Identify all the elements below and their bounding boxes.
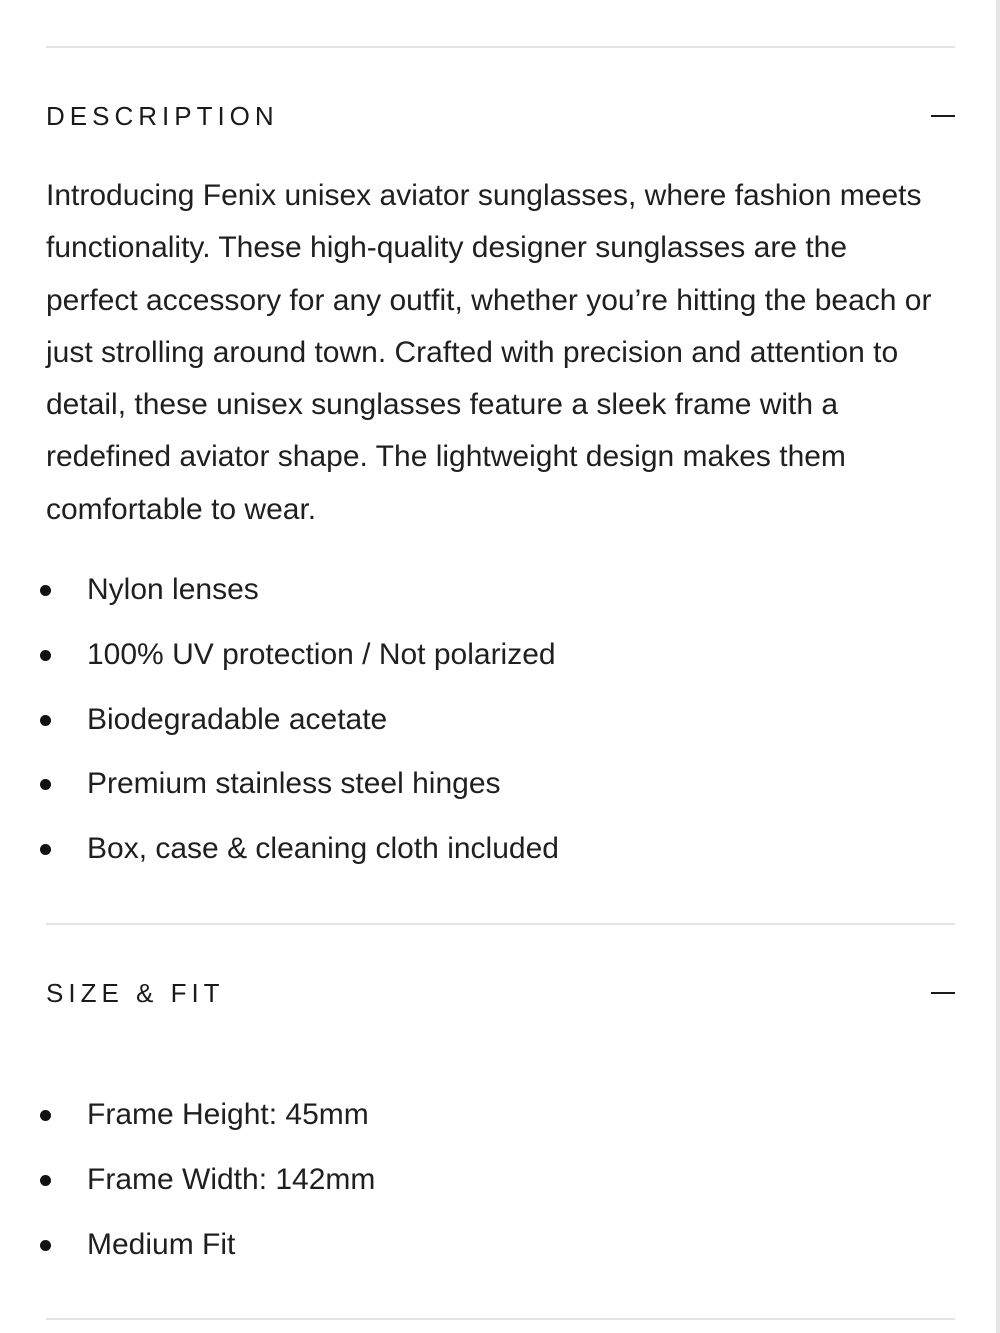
list-item: Premium stainless steel hinges bbox=[46, 764, 955, 829]
size-fit-title: SIZE & FIT bbox=[46, 977, 225, 1008]
list-item: Frame Width: 142mm bbox=[46, 1160, 955, 1225]
product-details-accordion bbox=[46, 0, 955, 1320]
list-item: Biodegradable acetate bbox=[46, 700, 955, 765]
list-item: Nylon lenses bbox=[46, 570, 955, 635]
bullet-icon bbox=[40, 650, 51, 661]
list-item: 100% UV protection / Not polarized bbox=[46, 635, 955, 700]
bullet-icon bbox=[40, 1175, 51, 1186]
bullet-icon bbox=[40, 1240, 51, 1251]
bullet-icon bbox=[40, 715, 51, 726]
list-item: Box, case & cleaning cloth included bbox=[46, 829, 955, 894]
size-fit-list bbox=[46, 1095, 955, 1289]
bullet-icon bbox=[40, 585, 51, 596]
size-fit-header[interactable] bbox=[46, 925, 955, 1061]
scrollbar[interactable] bbox=[996, 0, 1000, 1333]
description-text: Introducing Fenix unisex aviator sunglasses, where fashion meets functionality. These high-quality designer sunglasses are the perfect accessory for any outfit, whether you’re hitting the beach or just strolling around town. Crafted with precision and attention to detail, these unisex sunglasses feature a sleek frame with a redefined aviator shape. The lightweight design makes them comfortable to wear. bbox=[46, 179, 932, 526]
list-item: Frame Height: 45mm bbox=[46, 1095, 955, 1160]
bullet-icon bbox=[40, 779, 51, 790]
description-title: DESCRIPTION bbox=[46, 100, 279, 131]
minus-icon[interactable] bbox=[931, 981, 955, 1005]
feature-list bbox=[46, 570, 955, 894]
description-header[interactable] bbox=[46, 48, 955, 184]
divider bbox=[46, 1318, 955, 1320]
bullet-icon bbox=[40, 1110, 51, 1121]
list-item: Medium Fit bbox=[46, 1225, 955, 1290]
bullet-icon bbox=[40, 844, 51, 855]
minus-icon[interactable] bbox=[931, 104, 955, 128]
